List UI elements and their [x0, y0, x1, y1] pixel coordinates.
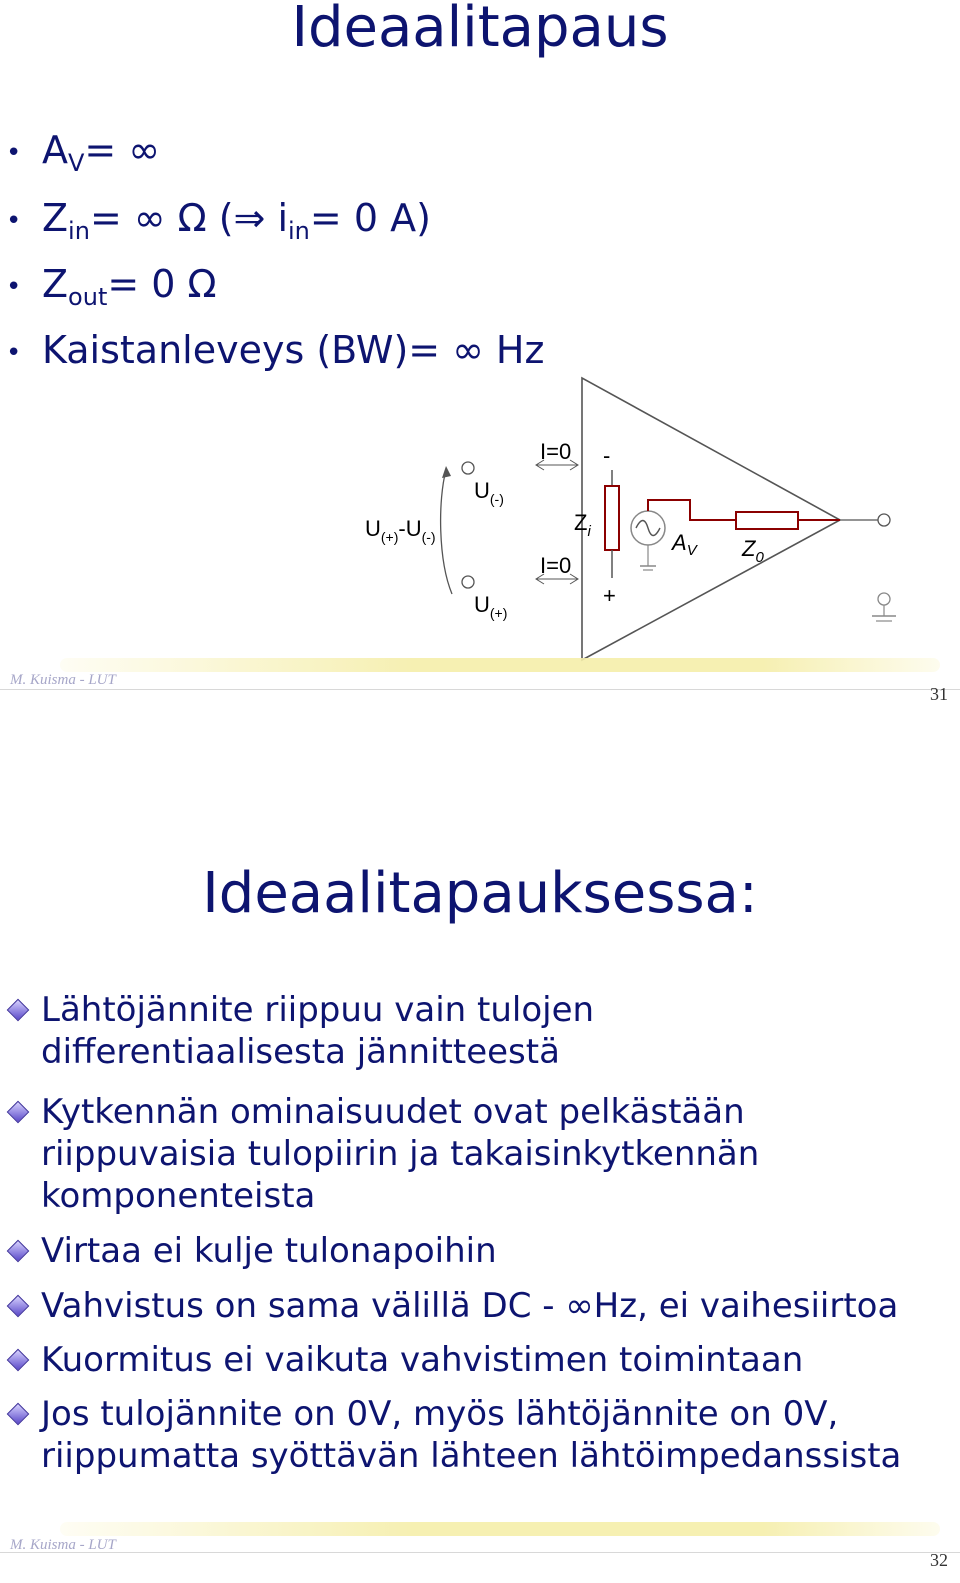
opamp-diagram	[0, 370, 960, 670]
slide-title: Ideaalitapauksessa:	[202, 861, 758, 926]
bullet-bandwidth: • Kaistanleveys (BW)= ∞ Hz	[6, 328, 545, 372]
current-top-label: I=0	[540, 439, 572, 464]
z0-resistor	[736, 512, 798, 529]
bullet-item: Virtaa ei kulje tulonapoihin	[8, 1230, 956, 1272]
bullet-item: Kuormitus ei vaikuta vahvistimen toimintaan	[8, 1339, 956, 1381]
current-bottom-label: I=0	[540, 553, 572, 578]
diamond-bullet-icon	[7, 1403, 30, 1426]
diamond-bullet-icon	[7, 999, 30, 1022]
diff-voltage-arrow	[441, 470, 452, 594]
bullet-zin: • $Z_{in}=$ ∞ Ω (⇒ $i_{in}= 0$ A)	[6, 196, 431, 245]
input-plus-terminal	[462, 576, 474, 588]
footer-highlight	[60, 658, 940, 672]
footer-highlight	[60, 1522, 940, 1536]
u-plus-label: $U_{(+)}$	[474, 592, 508, 621]
footer-divider	[0, 689, 960, 690]
footer-author: M. Kuisma - LUT	[10, 672, 116, 688]
z0-label: $Z_0$	[742, 536, 764, 566]
bullet-dot: •	[6, 337, 22, 368]
bullet-av: • $A_V=$ ∞	[6, 128, 160, 177]
bullet-item: Jos tulojännite on 0V, myös lähtöjännite on 0V, riippumatta syöttävän lähteen lähtöimpedanssista	[8, 1393, 956, 1477]
bullet-item: Lähtöjännite riippuu vain tulojen differentiaalisesta jännitteestä	[8, 989, 956, 1073]
page-number: 31	[930, 684, 948, 704]
av-label: $A_V$	[672, 530, 697, 559]
footer-divider	[0, 1552, 960, 1553]
zi-label: $Z_i$	[574, 510, 591, 540]
minus-input-sign: -	[603, 443, 611, 468]
output-terminal	[878, 514, 890, 526]
diamond-bullet-icon	[7, 1101, 30, 1124]
diamond-bullet-icon	[7, 1349, 30, 1372]
bullet-item: Kytkennän ominaisuudet ovat pelkästään riippuvaisia tulopiirin ja takaisinkytkennän komponenteista	[8, 1091, 956, 1217]
bullet-dot: •	[6, 205, 22, 236]
slide-title: Ideaalitapaus	[291, 0, 669, 60]
zi-resistor	[605, 486, 619, 550]
ground-icon	[872, 593, 896, 621]
slide-31	[0, 0, 960, 791]
bullet-zout: • $Z_{out}= 0$ Ω	[6, 262, 217, 311]
bullet-dot: •	[6, 271, 22, 302]
u-minus-label: $U_{(-)}$	[474, 478, 504, 507]
diff-voltage-label: $U_{(+)}-U_{(-)}$	[365, 516, 436, 545]
footer-author: M. Kuisma - LUT	[10, 1537, 116, 1553]
slide-32	[0, 792, 960, 1583]
input-minus-terminal	[462, 462, 474, 474]
plus-input-sign: +	[603, 583, 616, 608]
bullet-dot: •	[6, 137, 22, 168]
bullet-item: Vahvistus on sama välillä DC - ∞Hz, ei vaihesiirtoa	[8, 1285, 956, 1327]
page-number: 32	[930, 1550, 948, 1570]
diamond-bullet-icon	[7, 1240, 30, 1263]
diamond-bullet-icon	[7, 1295, 30, 1318]
